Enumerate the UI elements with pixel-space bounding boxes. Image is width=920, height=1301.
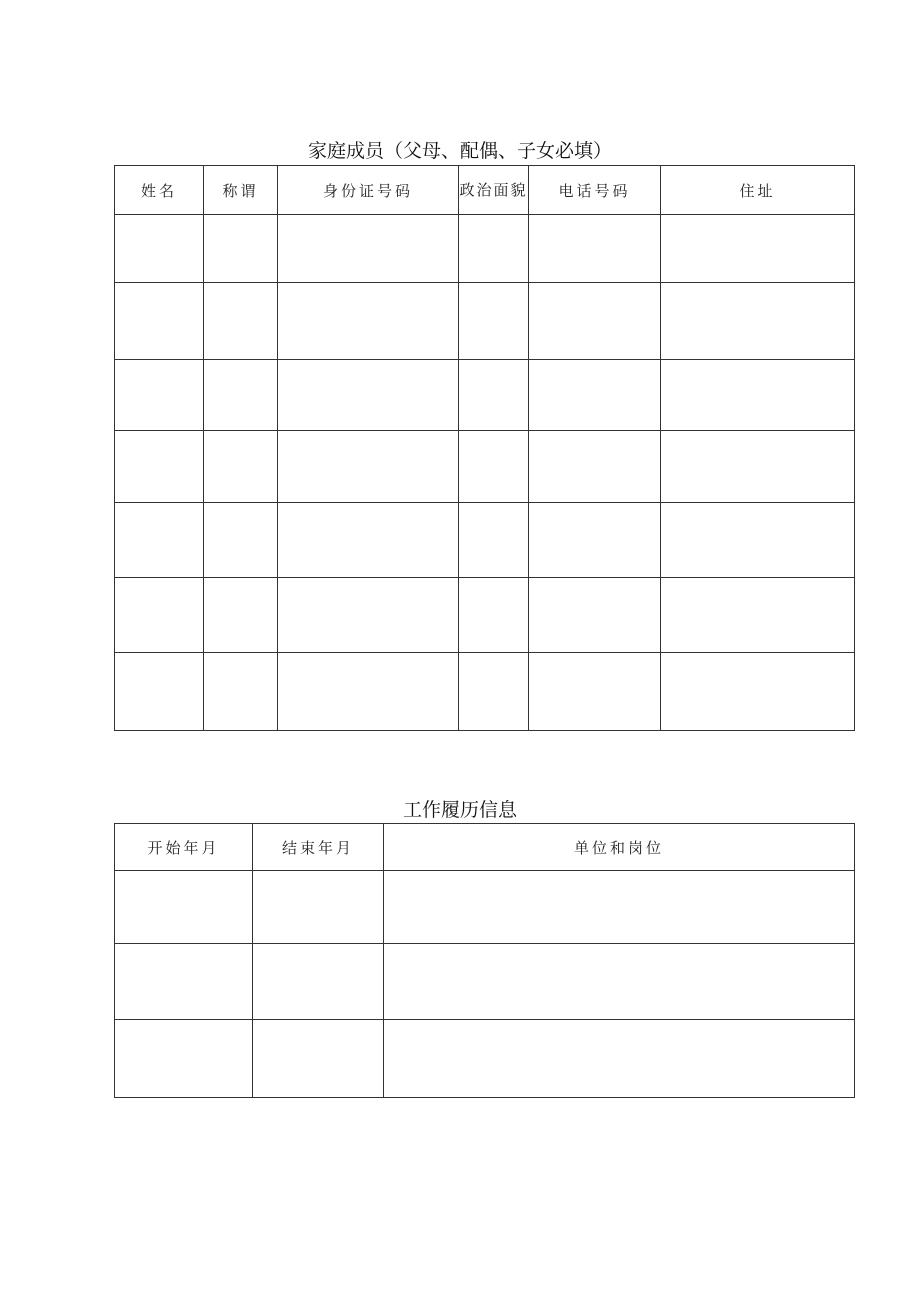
family-member-cell[interactable] — [459, 431, 529, 503]
family-member-row — [115, 215, 855, 283]
family-members-table — [114, 165, 855, 731]
work-entry-cell[interactable] — [115, 944, 253, 1020]
family-member-cell[interactable] — [204, 215, 278, 283]
family-member-cell[interactable] — [661, 215, 855, 283]
family-member-cell[interactable] — [115, 578, 204, 653]
family-member-cell[interactable] — [115, 503, 204, 578]
header-phone: 电话号码 — [529, 166, 661, 215]
family-member-cell[interactable] — [459, 653, 529, 731]
family-member-cell[interactable] — [204, 283, 278, 360]
family-member-row — [115, 503, 855, 578]
family-member-cell[interactable] — [529, 578, 661, 653]
family-header-row — [115, 166, 855, 215]
family-member-cell[interactable] — [459, 503, 529, 578]
family-member-cell[interactable] — [115, 283, 204, 360]
family-member-cell[interactable] — [204, 578, 278, 653]
family-rows — [115, 215, 855, 731]
work-history-table — [114, 823, 855, 1098]
family-member-cell[interactable] — [529, 283, 661, 360]
family-member-cell[interactable] — [661, 653, 855, 731]
work-entry-cell[interactable] — [115, 1020, 253, 1098]
work-entry-cell[interactable] — [384, 944, 855, 1020]
header-political-status: 政治面貌 — [459, 166, 529, 215]
work-entry-cell[interactable] — [253, 871, 384, 944]
header-relation: 称谓 — [204, 166, 278, 215]
work-entry-cell[interactable] — [384, 871, 855, 944]
work-entry-cell[interactable] — [384, 1020, 855, 1098]
work-entry-cell[interactable] — [115, 871, 253, 944]
family-member-cell[interactable] — [204, 503, 278, 578]
family-member-cell[interactable] — [204, 653, 278, 731]
family-member-cell[interactable] — [115, 215, 204, 283]
work-entry-cell[interactable] — [253, 944, 384, 1020]
family-member-cell[interactable] — [529, 503, 661, 578]
family-member-cell[interactable] — [278, 653, 459, 731]
work-header-row — [115, 824, 855, 871]
header-address: 住址 — [661, 166, 855, 215]
family-member-cell[interactable] — [278, 503, 459, 578]
family-member-cell[interactable] — [529, 431, 661, 503]
family-member-cell[interactable] — [278, 283, 459, 360]
family-members-title: 家庭成员（父母、配偶、子女必填） — [307, 140, 612, 162]
family-member-cell[interactable] — [529, 360, 661, 431]
work-entry-cell[interactable] — [253, 1020, 384, 1098]
header-employer-position: 单位和岗位 — [384, 824, 855, 871]
family-member-cell[interactable] — [661, 431, 855, 503]
work-entry-row — [115, 944, 855, 1020]
family-member-row — [115, 578, 855, 653]
family-member-cell[interactable] — [459, 578, 529, 653]
family-member-row — [115, 653, 855, 731]
family-member-cell[interactable] — [115, 431, 204, 503]
family-member-cell[interactable] — [278, 360, 459, 431]
work-history-title: 工作履历信息 — [402, 799, 517, 821]
family-member-cell[interactable] — [529, 215, 661, 283]
header-name: 姓名 — [115, 166, 204, 215]
family-member-cell[interactable] — [204, 360, 278, 431]
family-member-cell[interactable] — [278, 215, 459, 283]
family-member-cell[interactable] — [115, 360, 204, 431]
work-rows — [115, 871, 855, 1098]
header-id-number: 身份证号码 — [278, 166, 459, 215]
header-start-month: 开始年月 — [115, 824, 253, 871]
family-member-cell[interactable] — [115, 653, 204, 731]
family-member-cell[interactable] — [529, 653, 661, 731]
family-member-cell[interactable] — [661, 360, 855, 431]
work-entry-row — [115, 871, 855, 944]
family-member-cell[interactable] — [459, 360, 529, 431]
work-entry-row — [115, 1020, 855, 1098]
family-member-row — [115, 283, 855, 360]
family-member-row — [115, 431, 855, 503]
family-member-cell[interactable] — [459, 283, 529, 360]
family-member-cell[interactable] — [661, 578, 855, 653]
family-member-cell[interactable] — [278, 578, 459, 653]
family-member-cell[interactable] — [278, 431, 459, 503]
family-member-cell[interactable] — [661, 503, 855, 578]
family-member-row — [115, 360, 855, 431]
family-member-cell[interactable] — [459, 215, 529, 283]
family-member-cell[interactable] — [204, 431, 278, 503]
family-member-cell[interactable] — [661, 283, 855, 360]
header-end-month: 结束年月 — [253, 824, 384, 871]
